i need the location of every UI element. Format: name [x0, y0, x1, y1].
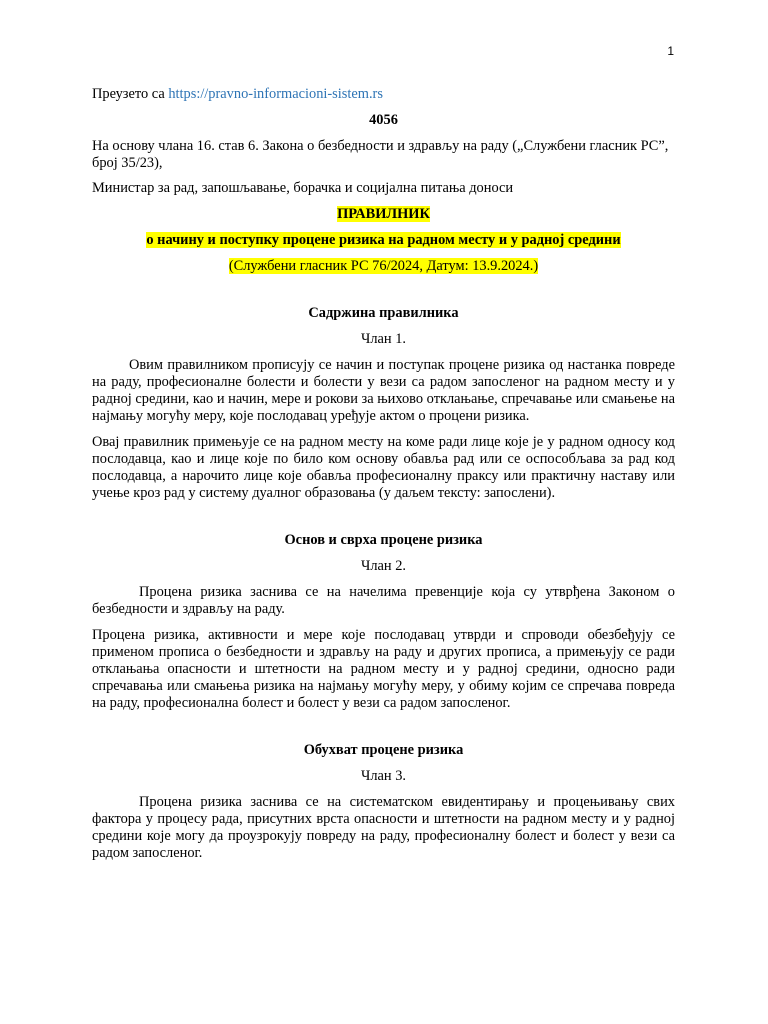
- document-subtitle: о начину и поступку процене ризика на радном месту и у радној средини: [146, 232, 621, 248]
- article-number: Члан 1.: [360, 331, 406, 347]
- paragraph: Процена ризика заснива се на начелима превенције која су утврђена Законом о безбедности и здрављу на раду.: [92, 584, 675, 617]
- section-heading: Садржина правилника: [308, 305, 459, 321]
- legal-basis: На основу члана 16. став 6. Закона о безбедности и здрављу на раду („Службени гласник РС”, број 35/23),: [92, 138, 669, 171]
- source-link[interactable]: https://pravno-informacioni-sistem.rs: [168, 86, 383, 102]
- page-number: 1: [667, 44, 674, 58]
- paragraph: Процена ризика, активности и мере које послодавац утврди и спроводи обезбеђују се применом прописа о безбедности и здрављу на раду и других прописа, а примењују се ради отклањања опасности и штетности на радном месту и у радној средини, односно ради спречавања или смањења ризика на најмању могућу меру, у обиму којим се спречава повреда на раду, професионална болест и болест у вези са радом запосленог.: [92, 627, 675, 711]
- paragraph: Процена ризика заснива се на систематском евидентирању и процењивању свих фактора у процесу рада, присутних врста опасности и штетности на радном месту и у радној средини које могу да проузрокују повреду на раду, професионалну болест и болест у вези са радом запосленог.: [92, 794, 675, 861]
- document-title: ПРАВИЛНИК: [337, 206, 430, 222]
- paragraph: Овај правилник примењује се на радном месту на коме ради лице које је у радном односу код послодавца, као и лице које по било ком основу обавља рад или се оспособљава за рад код послодавца, а нарочито лице које обавља професионалну праксу или практичну наставу или учење кроз рад у систему дуалног образовања (у даљем тексту: запослени).: [92, 434, 675, 501]
- minister-line: Министар за рад, запошљавање, борачка и социјална питања доноси: [92, 180, 514, 196]
- source-line: [92, 86, 675, 103]
- document-body: [92, 86, 675, 862]
- article-number: Члан 2.: [360, 558, 406, 574]
- section-heading: Основ и сврха процене ризика: [284, 532, 483, 548]
- section-heading: Обухват процене ризика: [303, 742, 464, 758]
- gazette-reference: (Службени гласник РС 76/2024, Датум: 13.9.2024.): [228, 258, 539, 274]
- document-number: 4056: [369, 112, 398, 128]
- source-prefix: Преузето са: [92, 86, 169, 102]
- article-number: Члан 3.: [360, 768, 406, 784]
- paragraph: Овим правилником прописују се начин и поступак процене ризика од настанка повреде на раду, професионалне болести и болести у вези са радом запосленог на радном месту и у радној средини, као и начин, мере и рокови за њихово отклањање, спречавање или смањење на најмању могућу меру, које послодавац уређује актом о процени ризика.: [92, 357, 675, 424]
